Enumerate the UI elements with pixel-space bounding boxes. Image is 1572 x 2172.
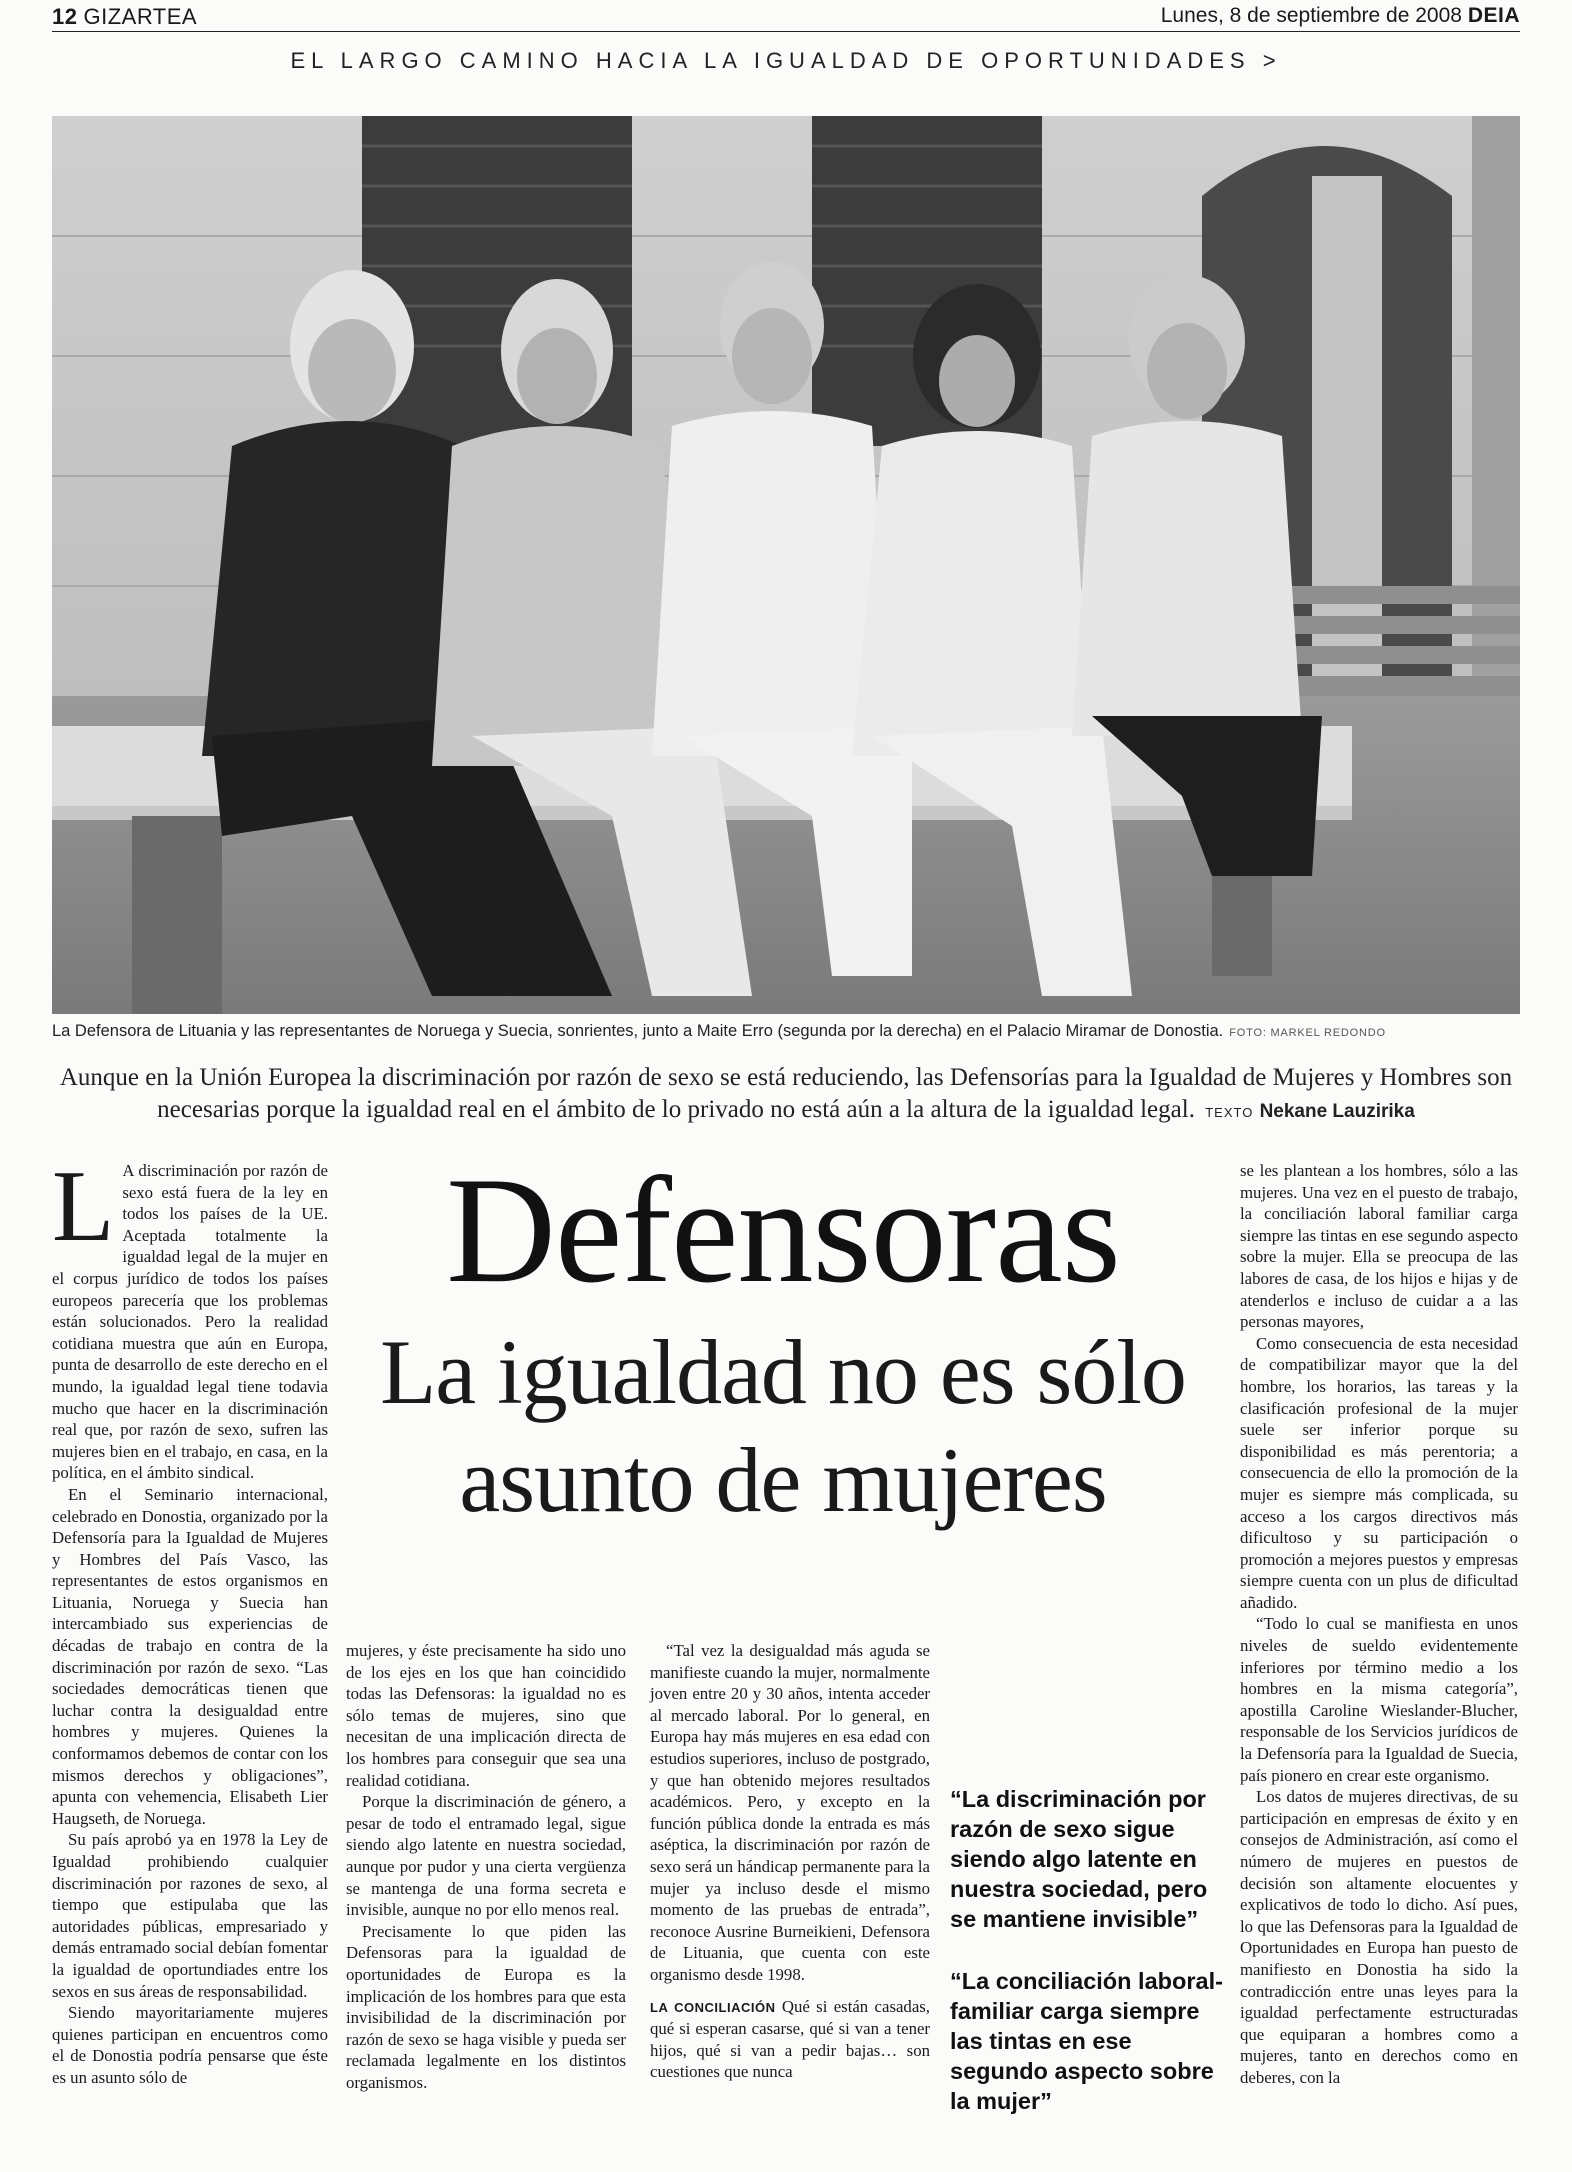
body-paragraph: Como consecuencia de esta necesidad de compatibilizar mayor que la del hombre, los horarios, las tareas y la clasificación profesional de la mujer suele ser inferior porque su disponibilidad es más perentoria; a consecuencia de ello la promoción de la mujer es siempre más complicada, su acceso a los cargos directivos más dificultoso y su participación o promoción a mejores puestos y empresas siempre cuenta con un plus de dificultad añadido. [1240, 1333, 1518, 1612]
body-paragraph: Precisamente lo que piden las Defensoras para la igualdad de oportunidades de Europa es la implicación de los hombres para que esta invisibilidad de la discriminación por razón de sexo se haga visible y pueda ser reclamada legalmente en los distintos organismos. [346, 1921, 626, 2092]
body-paragraph: LA discriminación por razón de sexo está fuera de la ley en todos los países de la UE. Aceptada totalmente la igualdad legal de la mujer en el corpus jurídico de todos los países europeos parecería que los problemas están solucionados. Pero la realidad cotidiana muestra que aún en Europa, punta de desarrollo de este derecho en el mundo, la igualdad legal tiene todavia mucho que hacer en la discriminación real que, por razón de sexo, sufren las mujeres bien en el trabajo, en casa, en la política, en el ámbito sindical. [52, 1150, 328, 1483]
body-paragraph: se les plantean a los hombres, sólo a las mujeres. Una vez en el puesto de trabajo, la conciliación laboral familiar carga siempre las tintas en ese segundo aspecto sobre la mujer. Ella se preocupa de las labores de casa, de los hijos e hijas y de atenderlos e incluso de cuidar a a las personas mayores, [1240, 1161, 1518, 1332]
body-paragraph: Siendo mayoritariamente mujeres quienes participan en encuentros como el de Donostia podría pensarse que éste es un asunto sólo de [52, 2003, 328, 2087]
subheadline: La igualdad no es sólo asunto de mujeres [380, 1321, 1186, 1531]
body-paragraph: “Todo lo cual se manifiesta en unos niveles de sueldo evidentemente inferiores por término medio a los hombres en la misma categoría”, apostilla Caroline Wieslander-Blucher, responsable de los Servicios jurídicos de la Defensoría para la Igualdad de Suecia, país pionero en crear este organismo. [1240, 1614, 1518, 1785]
byline-label: TEXTO [1205, 1105, 1254, 1120]
section-kicker: LA CONCILIACIÓN [650, 1999, 776, 2015]
headline: Defensoras [446, 1146, 1120, 1314]
date-line [1161, 4, 1520, 28]
body-paragraph: “Tal vez la desigualdad más aguda se manifieste cuando la mujer, normalmente joven entre 20 y 30 años, intenta acceder al mercado laboral. Por lo general, en Europa hay más mujeres en esa edad con estudios superiores, incluso de postgrado, y que han obtenido mejores resultados académicos. Pero, y excepto en la función pública donde la entrada es más aséptica, la discriminación por razón de sexo será un hándicap permanente para la mujer ya incluso desde el mismo momento de las pruebas de entrada”, reconoce Ausrine Burneikieni, Defensora de Lituania, que cuenta con este organismo desde 1998. [650, 1641, 930, 1984]
photo-credit: FOTO: MARKEL REDONDO [1229, 1027, 1386, 1039]
article-column-4 [1240, 1160, 1518, 2089]
article-column-2 [346, 1640, 626, 2093]
body-paragraph-conciliacion [650, 1996, 930, 2083]
pull-quote-1: “La discriminación por razón de sexo sigue siendo algo latente en nuestra sociedad, pero se mantiene invisible” [950, 1786, 1208, 1932]
photo-illustration [52, 116, 1520, 1014]
newspaper-logo: DEIA [1467, 4, 1520, 27]
feature-photo [52, 116, 1520, 1014]
article-column-1 [52, 1150, 328, 2089]
byline-name: Nekane Lauzirika [1259, 1101, 1415, 1122]
body-paragraph: mujeres, y éste precisamente ha sido uno de los ejes en los que han coincidido todas las Defensoras: la igualdad no es sólo temas de mujeres, sino que necesitan de una implicación directa de los hombres para conseguir que sea una realidad cotidiana. [346, 1641, 626, 1790]
body-paragraph: Los datos de mujeres directivas, de su participación en empresas de éxito y en consejos de Administración, así como el número de mujeres en puestos de decisión son altamente elocuentes y explicativos de todo lo dicho. Así pues, lo que las Defensoras para la Igualdad de Oportunidades en Europa han puesto de manifiesto en Donostia ha sido la contradicción entre unas leyes para la igualdad perfectamente estructuradas que equiparan a hombres como a mujeres, tanto en derechos como en deberes, con la [1240, 1787, 1518, 2087]
body-paragraph: En el Seminario internacional, celebrado en Donostia, organizado por la Defensoría para la Igualdad de Mujeres y Hombres del País Vasco, las representantes de estos organismos en Lituania, Noruega y Suecia han intercambiado sus experiencias de décadas de trabajo en contra de la discriminación por razón de sexo. “Las sociedades democráticas tienen que luchar contra la desigualdad entre hombres y mujeres. Quienes la conformamos debemos de contar con los mismos derechos y obligaciones”, apunta con vehemencia, Elisabeth Lier Haugseth, de Noruega. [52, 1484, 328, 1828]
pull-quote-2: “La conciliación laboral-familiar carga siempre las tintas en ese segundo aspecto sobre la mujer” [950, 1968, 1223, 2114]
series-title: EL LARGO CAMINO HACIA LA IGUALDAD DE OPORTUNIDADES > [290, 48, 1282, 73]
page-number: 12 [52, 4, 78, 29]
section-name: GIZARTEA [83, 4, 198, 29]
article-column-3 [650, 1640, 930, 2083]
caption-text: La Defensora de Lituania y las representantes de Noruega y Suecia, sonrientes, junto a Maite Erro (segunda por la derecha) en el Palacio Miramar de Donostia. [52, 1022, 1224, 1040]
photo-caption [52, 1022, 1520, 1041]
header-rule [52, 31, 1520, 32]
kicker-text: Qué si están casadas, qué si esperan casarse, qué si van a tener hijos, qué si van a pedir bajas… son cuestiones que nunca [650, 1996, 930, 2082]
page-folio [52, 4, 197, 30]
issue-date: Lunes, 8 de septiembre de 2008 [1160, 4, 1462, 27]
body-paragraph: Su país aprobó ya en 1978 la Ley de Igualdad prohibiendo cualquier discriminación por razones de sexo, al tiempo que estipulaba que las autoridades públicas, empresariado y demás entramado social debían fomentar la igualdad de oportundiades entre los sexos en sus áreas de responsabilidad. [52, 1830, 328, 2001]
standfirst [52, 1062, 1520, 1129]
body-paragraph: Porque la discriminación de género, a pesar de todo el entramado legal, sigue siendo algo latente en nuestra sociedad, aunque por pudor y una cierta vergüenza se mantenga de una forma secreta e invisible, aunque no por ello menos real. [346, 1792, 626, 1920]
standfirst-text: Aunque en la Unión Europea la discriminación por razón de sexo se está reduciendo, las Defensorías para la Igualdad de Mujeres y Hombres son necesarias porque la igualdad real en el ámbito de lo privado no está aún a la altura de la igualdad legal. [59, 1064, 1513, 1123]
